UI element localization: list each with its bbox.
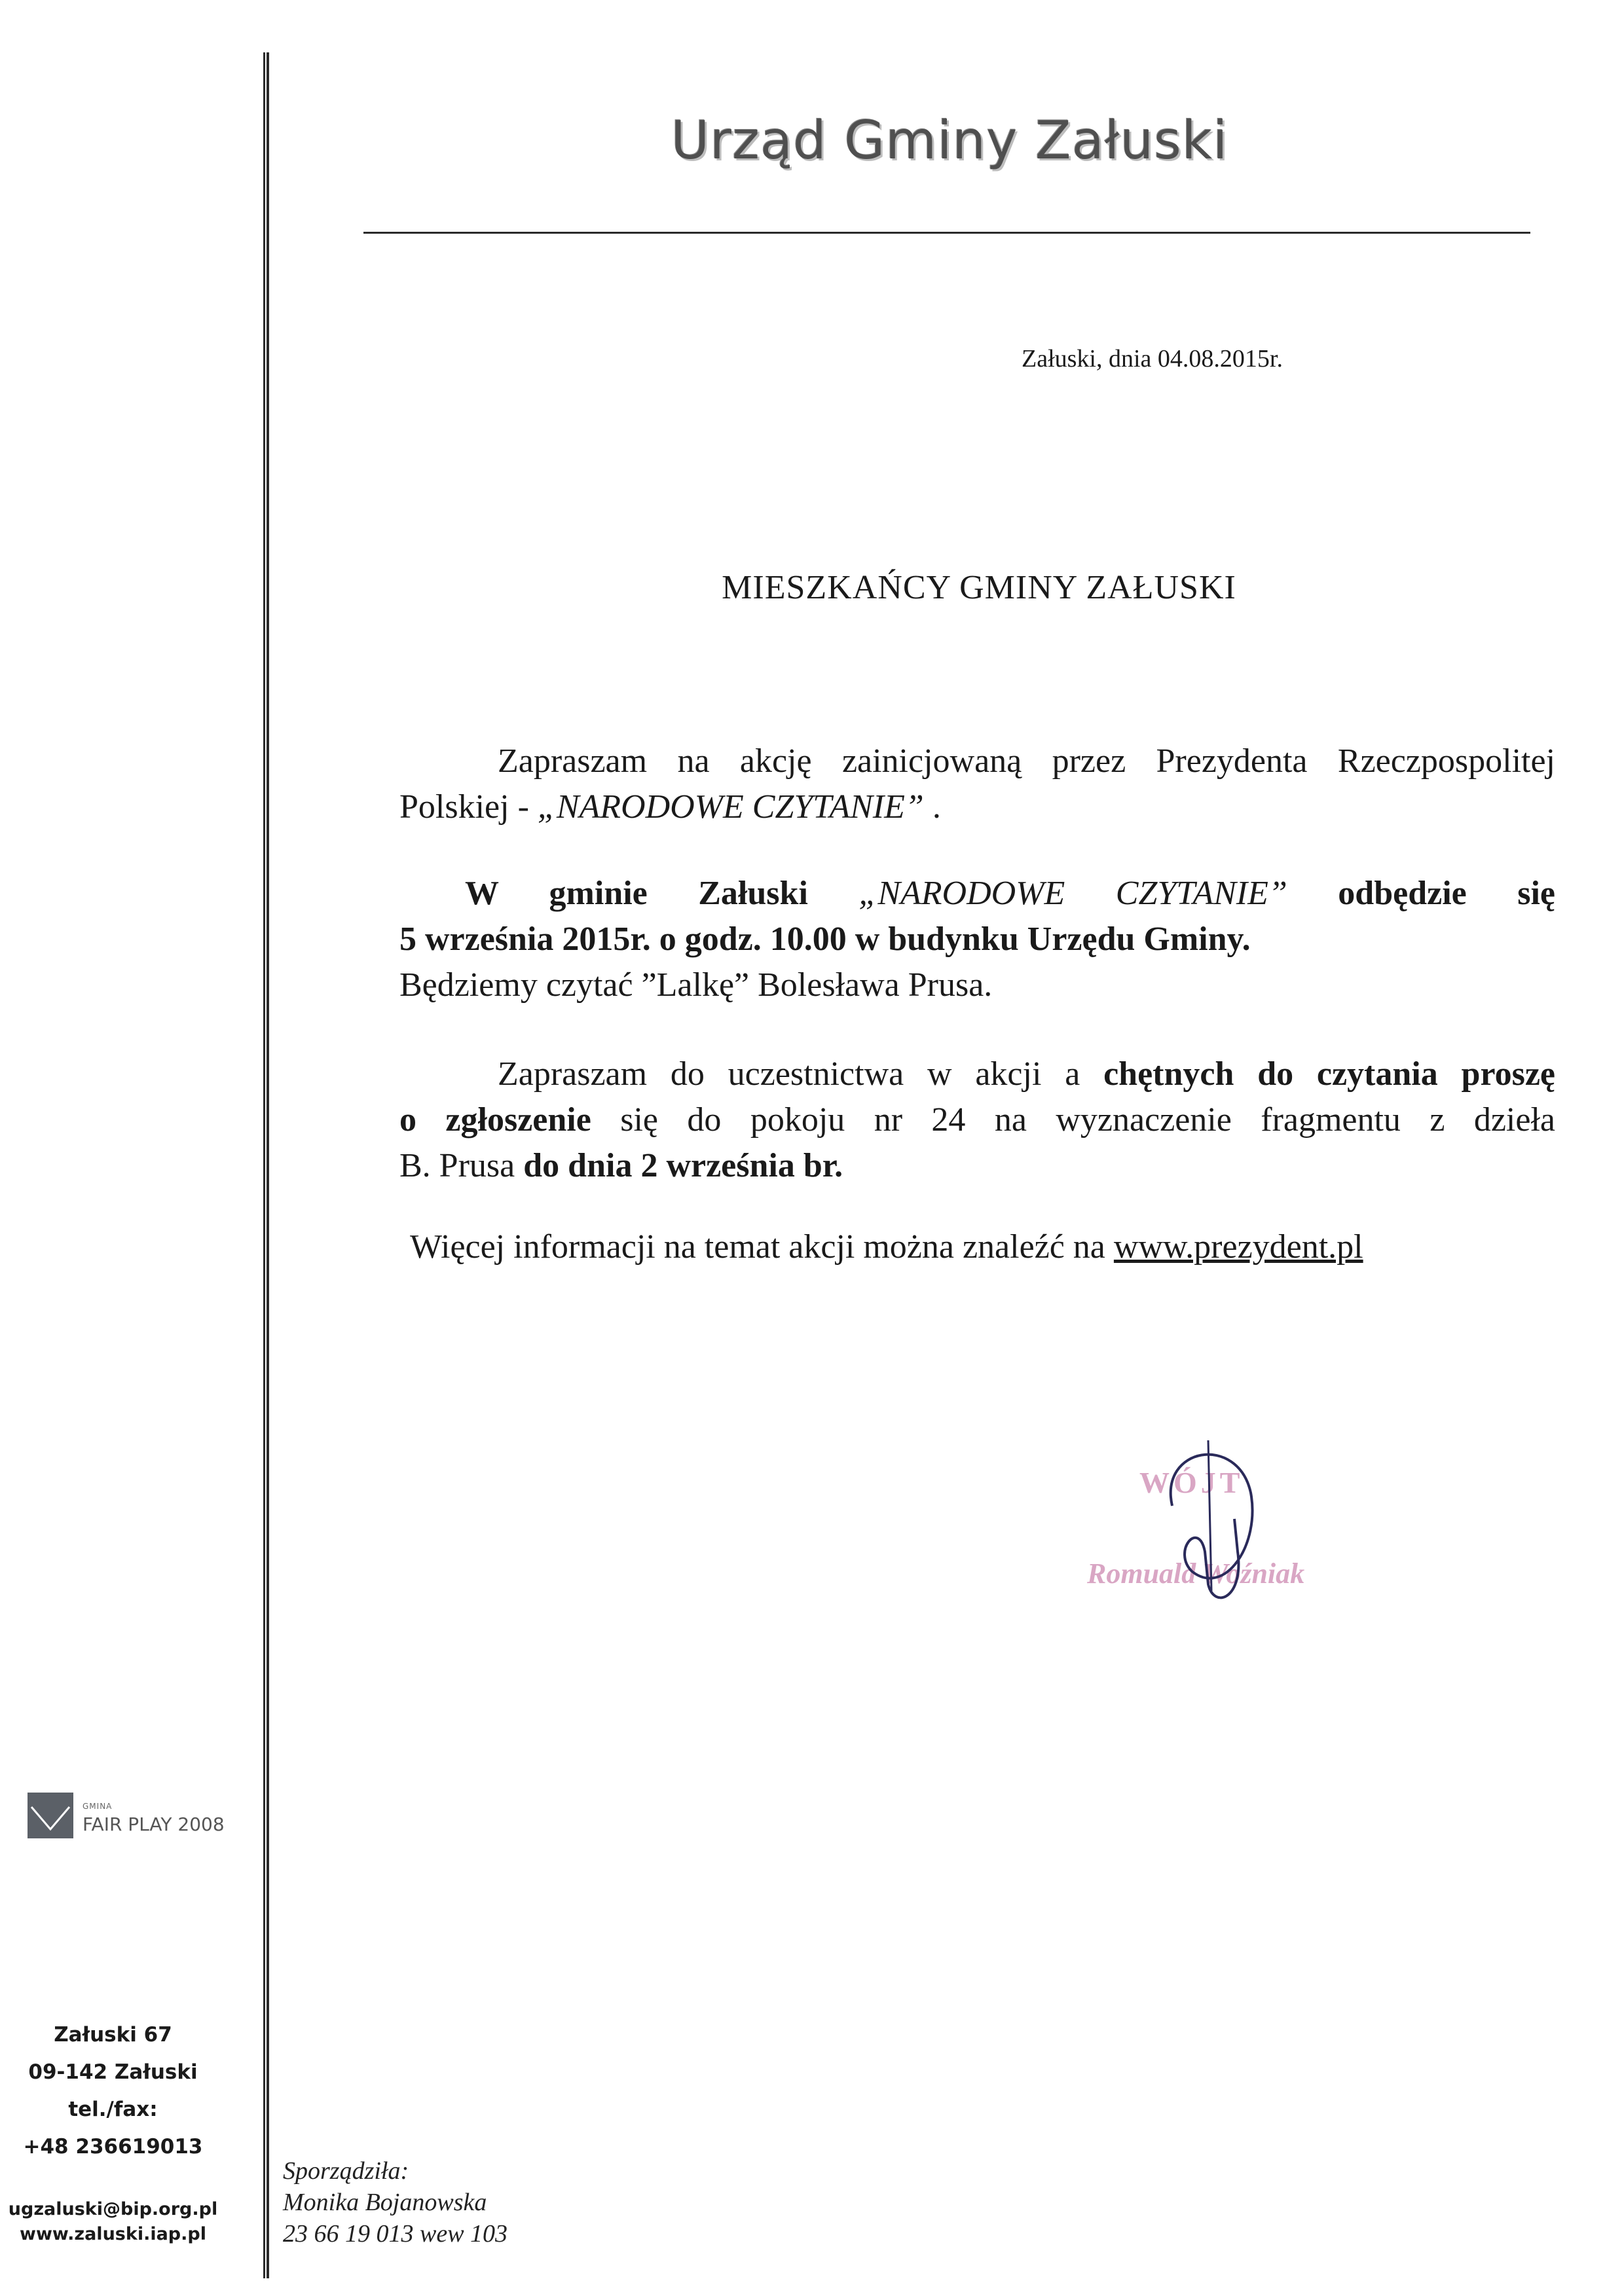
prepared-by [283,2155,507,2250]
addressee-heading: MIESZKAŃCY GMINY ZAŁUSKI [722,569,1236,606]
p3-line1-b: chętnych do czytania proszę [1103,1055,1555,1093]
fair-play-logo [28,1793,73,1838]
signature-graphic [1074,1421,1414,1637]
stamp-title: WÓJT [1139,1466,1244,1499]
p2-line2: 5 września 2015r. o godz. 10.00 w budynku Urzędu Gminy. [399,920,1251,958]
prepared-by-label: Sporządziła: [283,2157,409,2185]
letterhead-divider [363,232,1530,234]
p2-line1 [399,871,1555,917]
p2-line3: Będziemy czytać ”Lalkę” Bolesława Prusa. [399,966,993,1004]
address-line2: 09-142 Załuski [28,2060,198,2084]
p1-line1: Zapraszam na akcję zainicjowaną przez Prezydenta Rzeczpospolitej [498,742,1555,780]
paragraph-invitation [399,738,1555,830]
prepared-by-phone: 23 66 19 013 wew 103 [283,2220,508,2248]
prezydent-link[interactable]: www.prezydent.pl [1113,1228,1363,1266]
office-contact [0,2197,226,2247]
p1-event-name: „NARODOWE CZYTANIE” [537,788,924,826]
p1-line2-c: . [923,788,941,826]
margin-vertical-rule [263,52,269,2278]
stamp-name: Romuald Woźniak [1087,1558,1305,1590]
fair-play-label: FAIR PLAY 2008 [83,1813,225,1835]
p3-line2-b: się do pokoju nr 24 na wyznaczenie fragmentu z dzieła [591,1101,1555,1139]
p2-line1-a: W gminie Załuski [465,875,859,912]
p4-text: Więcej informacji na temat akcji można znaleźć na [410,1228,1114,1266]
document-date: Załuski, dnia 04.08.2015r. [1022,345,1283,373]
p3-line3-a: B. Prusa [399,1147,524,1184]
p2-line1-c: odbędzie się [1287,875,1555,912]
p4-line [399,1224,1555,1270]
signature-block [1074,1421,1414,1637]
p3-deadline: do dnia 2 września br. [523,1147,843,1184]
p1-line2-a: Polskiej - [399,788,538,826]
p3-line3 [399,1143,1555,1189]
p1-line2 [399,784,1555,830]
address-line3: tel./fax: [68,2098,158,2121]
contact-email[interactable]: ugzaluski@bip.org.pl [8,2199,218,2219]
p3-line2-a: o zgłoszenie [399,1101,591,1139]
p3-line2 [399,1097,1555,1143]
letterhead-title: Urząd Gminy Załuski [671,110,1228,171]
paragraph-registration [399,1051,1555,1189]
prepared-by-name: Monika Bojanowska [283,2189,487,2216]
office-address [0,2016,226,2166]
p3-line1 [399,1051,1555,1097]
address-line1: Załuski 67 [54,2023,172,2047]
paragraph-more-info [399,1224,1555,1270]
contact-website[interactable]: www.zaluski.iap.pl [20,2224,206,2244]
fair-play-small-label: GMINA [83,1802,113,1811]
address-phone: +48 236619013 [23,2135,203,2159]
p2-event-name: „NARODOWE CZYTANIE” [858,875,1287,912]
check-icon [28,1793,73,1838]
paragraph-event-details [399,871,1555,1008]
p3-line1-a: Zapraszam do uczestnictwa w akcji a [498,1055,1104,1093]
